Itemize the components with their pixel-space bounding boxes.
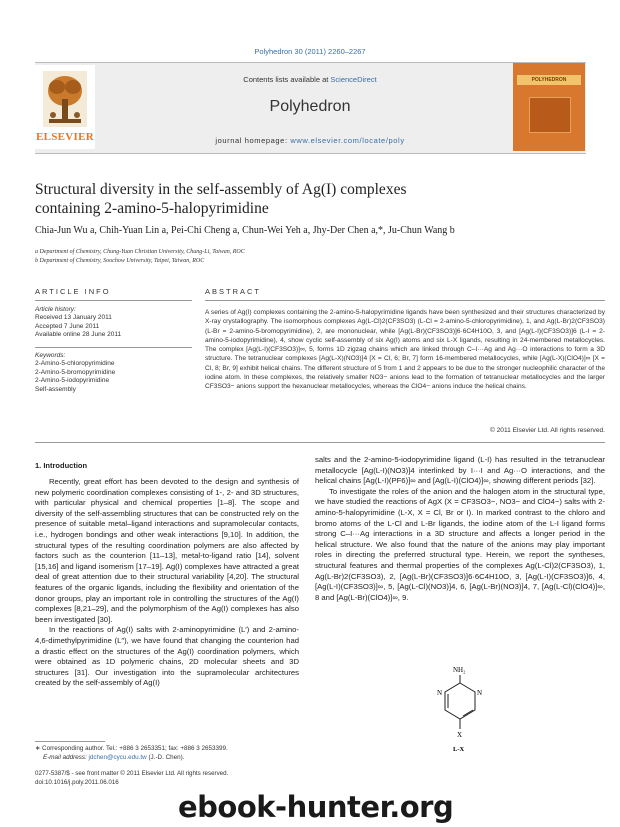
journal-cover-image	[513, 63, 585, 151]
paragraph: In the reactions of Ag(I) salts with 2-aminopyrimidine (L′) and 2-amino-4,6-dimethylpyrimidine (L″), we have found that changing the counterion had a drastic effect on the structures of the Ag(I) coordination polymers, which were obtained as 1D polymeric chains, 2D molecular sheets and 3D structures [31]. Our investigation into the supramolecular architectures created by the self-assembly of Ag(I)	[35, 625, 299, 688]
copyright: © 2011 Elsevier Ltd. All rights reserved.	[489, 427, 605, 434]
article-info-heading: ARTICLE INFO	[35, 287, 111, 296]
elsevier-tree-icon	[43, 71, 87, 127]
affiliations	[35, 248, 595, 266]
abstract-text: A series of Ag(I) complexes containing the 2-amino-5-halopyrimidine ligands have been synthesized and their structures characterized by X-ray crystallography. The isomorphous complexes Ag(L-Cl)2(CF3SO3) (L-Cl = 2-amino-5-chloropyrimidine), 1, and Ag(L-Br)2(CF3SO3) (L-Br = 2-amino-5-bromopyrimidine), 2, are mononuclear, while [Ag(L-Br)(CF3SO3)]6·6C4H10O, 3, and [Ag(L-I)(CF3SO3)]6 (L-I = 2-amino-5-iodopyrimidine), 4, show cyclic self-assembly of six Ag(I) atoms and six L-X ligands, resulting in 24-membered metallocycles. The complex [Ag(L-I)(CF3SO3)]∞, 5, forms 1D zigzag chains which are linked through C–I···Ag and Ag···O interactions to form a 3D structure. The tetranuclear complexes [Ag(L-X)(NO3)]4 [X = Cl, 6; Br, 7] form 16-membered metallocycles, while [Ag(L-X)(ClO4)]∞ [X = Cl, 8; Br, 9] exhibit helical chains. The different structure of 5 from 1 and 2 appears to be due to the stronger nucleophilic character of the iodine atom. In these complexes, the relatively smaller NO3− anions lead to the formation of tetranuclear metallocycles and the larger CF3SO3− anions support the hexanuclear metallocycles, whereas the ClO4− anions induce the helical chains.	[205, 309, 605, 391]
cover-illustration	[529, 97, 571, 133]
keyword: 2-Amino-5-bromopyrimidine	[35, 368, 116, 376]
paragraph: Recently, great effort has been devoted to the design and synthesis of new polymeric coordination complexes consisting of 1-, 2- and 3D structures, with particular physical and chemical properties [1–8]. The scope and diversity of the self-assembling structures that can be constructed rely on the presence of suitable metal–ligand interactions and supramolecular contacts, i.e., hydrogen bondings and other weak interactions [9,10]. In addition, the structural types of the resulting coordination polymers are also affected by factors such as the counterion [11–13], metal-to-ligand ratio [14], solvent [15,16] and ligand isomerism [17–19]. Ag(I) complexes have attracted a great deal of great attention due to their structural variability [4,20]. The structural features of the organic ligands, including the flexibility and orientation of the donor groups, play an important role in controlling the structures of the Ag(I) complexes [8,21–29], and the polymorphism of the Ag(I) complexes has also been investigated [30].	[35, 477, 299, 624]
intro-right-column	[315, 455, 605, 603]
ligand-structure-diagram	[420, 655, 500, 755]
email-line	[35, 754, 335, 763]
abstract-heading: ABSTRACT	[205, 287, 262, 296]
footnotes	[35, 745, 335, 762]
nitrogen-label: N	[437, 689, 443, 697]
homepage-prefix: journal homepage:	[215, 136, 291, 145]
corresponding-author: ∗ Corresponding author. Tel.: +886 3 2653351; fax: +886 3 2653399.	[35, 745, 228, 752]
intro-left-column	[35, 477, 299, 689]
journal-citation[interactable]: Polyhedron 30 (2011) 2260–2267	[254, 47, 366, 56]
amine-label: NH₂	[453, 666, 466, 674]
issn-line: 0277-5387/$ - see front matter © 2011 Elsevier Ltd. All rights reserved.	[35, 770, 229, 777]
publisher-logo-text: ELSEVIER	[35, 131, 95, 143]
affiliation-b: b Department of Chemistry, Soochow University, Taipei, Taiwan, ROC	[35, 258, 205, 264]
author-list: Chia-Jun Wu a, Chih-Yuan Lin a, Pei-Chi Cheng a, Chun-Wei Yeh a, Jhy-Der Chen a,*, Ju-Chun Wang b	[35, 225, 455, 236]
section-heading: 1. Introduction	[35, 461, 88, 470]
keyword: Self-assembly	[35, 385, 76, 393]
footnote-divider	[35, 741, 105, 742]
divider	[205, 300, 605, 301]
nitrogen-label: N	[477, 689, 483, 697]
accepted-date: Accepted 7 June 2011	[35, 322, 100, 330]
publisher-logo	[35, 65, 95, 149]
journal-homepage	[120, 136, 500, 145]
halogen-label: X	[457, 731, 463, 739]
cover-label: POLYHEDRON	[517, 75, 581, 85]
contents-available	[120, 75, 500, 84]
keywords	[35, 352, 195, 394]
keywords-label: Keywords:	[35, 352, 66, 359]
structure-caption: L-X	[453, 746, 465, 753]
article-history	[35, 306, 195, 340]
received-date: Received 13 January 2011	[35, 314, 112, 322]
doi-link[interactable]: doi:10.1016/j.poly.2011.06.016	[35, 778, 119, 786]
email-link[interactable]: jdchen@cycu.edu.tw	[88, 753, 147, 761]
watermark: ebook-hunter.org	[178, 790, 454, 824]
homepage-link[interactable]: www.elsevier.com/locate/poly	[290, 136, 405, 145]
sciencedirect-link[interactable]: ScienceDirect	[330, 75, 377, 84]
keyword: 2-Amino-5-iodopyrimidine	[35, 377, 110, 385]
front-matter	[35, 770, 355, 787]
journal-title: Polyhedron	[269, 98, 351, 115]
affiliation-a: a Department of Chemistry, Chung-Yuan Christian University, Chung-Li, Taiwan, ROC	[35, 249, 245, 255]
article-title	[35, 180, 590, 218]
title-line-1: Structural diversity in the self-assembly of Ag(I) complexes	[35, 181, 407, 198]
divider	[35, 347, 192, 348]
history-label: Article history:	[35, 306, 76, 313]
divider	[35, 300, 192, 301]
contents-prefix: Contents lists available at	[243, 75, 331, 84]
email-label: E-mail address:	[43, 753, 89, 761]
divider	[35, 442, 605, 443]
paragraph: salts and the 2-amino-5-iodopyrimidine ligand (L-I) has resulted in the tetranuclear metallocycle [Ag(L-I)(NO3)]4 interlinked by I···I and Ag···O interactions, and the helical chains [Ag(L-I)(PF6)]∞ and [Ag(L-I)(ClO4)]∞, showing different periods [32].	[315, 455, 605, 486]
email-suffix: (J.-D. Chen).	[146, 753, 185, 761]
paragraph: To investigate the roles of the anion and the halogen atom in the structural type, we have studied the reactions of AgX (X = CF3SO3−, NO3− and ClO4−) salts with 2-amino-5-halopyrimidine (L-X, X = Cl, Br or I). In marked contrast to the chloro and bromo atoms of the L-Cl and L-Br ligands, the iodine atom of the L-I ligand forms strong C–I···Ag interactions in a 3D structure and affects a longer period in the helical structure. We also found that the nature of the anions may play important roles in directing the preferred structural type. Herein, we report the syntheses, structural features and thermal properties of the complexes Ag(L-Cl)2(CF3SO3), 1, Ag(L-Br)2(CF3SO3), 2, [Ag(L-Br)(CF3SO3)]6·6C4H10O, 3, [Ag(L-I)(CF3SO3)]6, 4, [Ag(L-I)(CF3SO3)]∞, 5, [Ag(L-Cl)(NO3)]4, 6, [Ag(L-Br)(NO3)]4, 7, [Ag(L-Cl)(ClO4)]∞, 8 and [Ag(L-Br)(ClO4)]∞, 9.	[315, 486, 605, 602]
keyword: 2-Amino-5-chloropyrimidine	[35, 360, 115, 368]
available-date: Available online 28 June 2011	[35, 331, 122, 339]
title-line-2: containing 2-amino-5-halopyrimidine	[35, 200, 269, 217]
